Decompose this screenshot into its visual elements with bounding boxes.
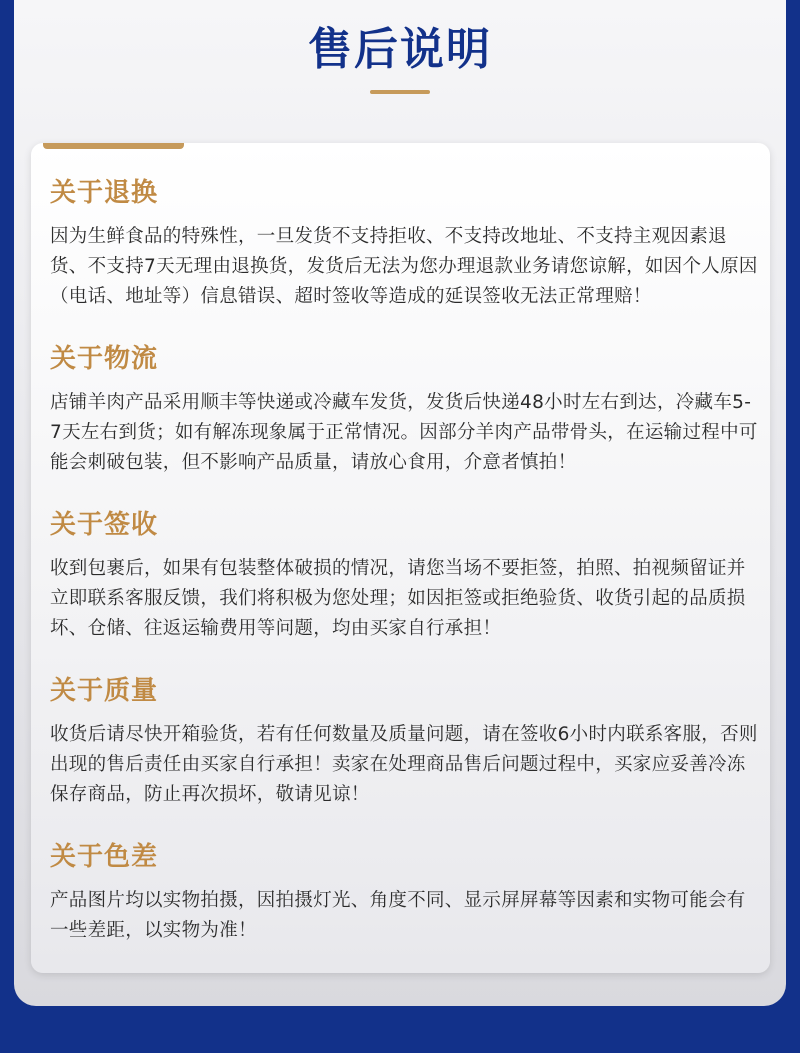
section-body: 产品图片均以实物拍摄，因拍摄灯光、角度不同、显示屏屏幕等因素和实物可能会有一些差距，以实物为准！ [50,890,746,941]
section-quality [50,674,760,810]
title-underline [370,90,430,94]
section-body: 收货后请尽快开箱验货，若有任何数量及质量问题，请在签收6小时内联系客服，否则出现的售后责任由买家自行承担！卖家在处理商品售后问题过程中，买家应妥善冷冻保存商品，防止再次损坏，敬请见谅！ [50,724,758,805]
section-heading: 关于物流 [50,344,159,374]
section-heading: 关于质量 [50,676,159,706]
section-body: 收到包裹后，如果有包装整体破损的情况，请您当场不要拒签，拍照、拍视频留证并立即联系客服反馈，我们将积极为您处理；如因拒签或拒绝验货、收货引起的品质损坏、仓储、往返运输费用等问题，均由买家自行承担！ [50,558,746,639]
card-accent-tab [43,143,184,149]
section-heading: 关于退换 [50,178,159,208]
section-signing [50,508,760,644]
section-logistics [50,342,760,478]
section-body: 店铺羊肉产品采用顺丰等快递或冷藏车发货，发货后快递48小时左右到达，冷藏车5-7天左右到货；如有解冻现象属于正常情况。因部分羊肉产品带骨头，在运输过程中可能会刺破包装，但不影响产品质量，请放心食用，介意者慎拍！ [50,392,758,473]
section-returns [50,176,760,312]
section-heading: 关于色差 [50,842,159,872]
section-heading: 关于签收 [50,510,159,540]
page-title: 售后说明 [308,24,492,75]
section-color-difference [50,840,760,946]
section-body: 因为生鲜食品的特殊性，一旦发货不支持拒收、不支持改地址、不支持主观因素退货、不支持7天无理由退换货，发货后无法为您办理退款业务请您谅解，如因个人原因（电话、地址等）信息错误、超时签收等造成的延误签收无法正常理赔！ [50,226,758,307]
